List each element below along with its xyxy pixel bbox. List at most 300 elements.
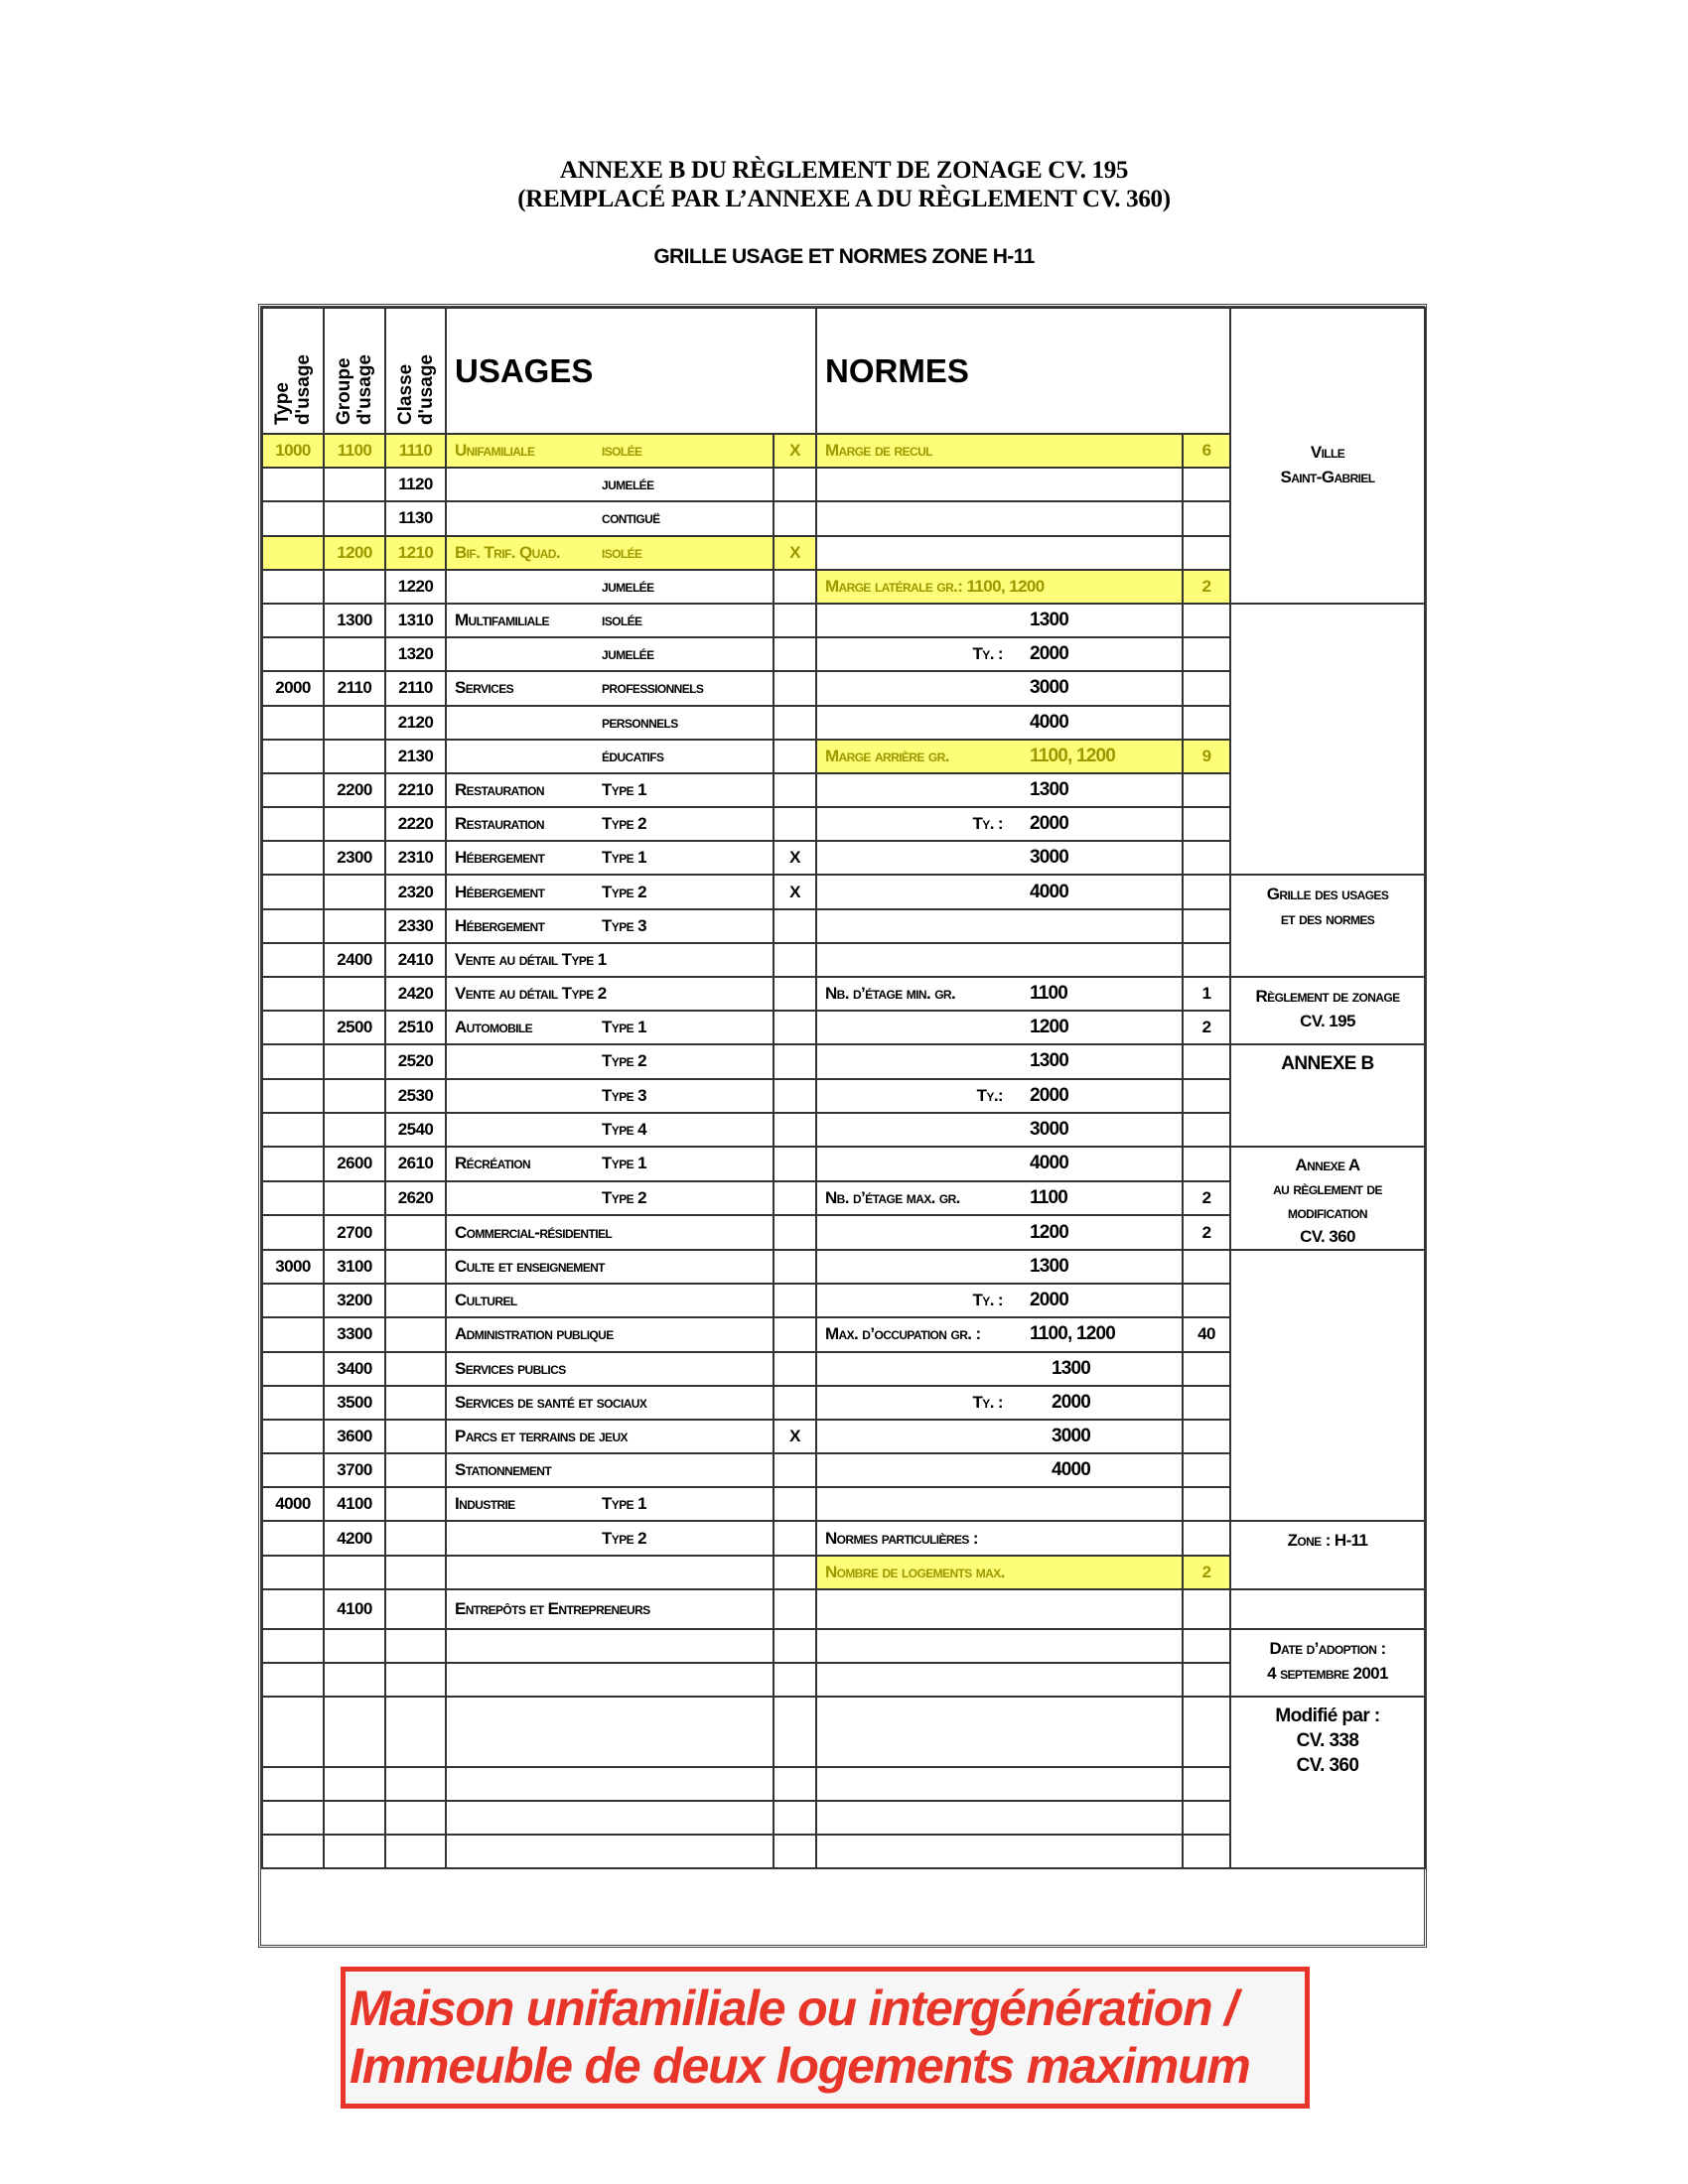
classe-cell bbox=[385, 1521, 446, 1555]
classe-cell bbox=[385, 1697, 446, 1766]
norme-ty: Ty. : bbox=[972, 644, 1003, 664]
permitted-mark bbox=[774, 1147, 816, 1181]
type-cell bbox=[262, 706, 324, 740]
side-grille bbox=[1230, 875, 1425, 977]
groupe-cell bbox=[324, 1556, 385, 1589]
usage-label: Restauration bbox=[455, 779, 544, 799]
usage-cell bbox=[446, 1521, 774, 1555]
usage-detail: Type 2 bbox=[602, 814, 646, 834]
norme-cell bbox=[816, 1317, 1183, 1351]
usage-cell bbox=[446, 1011, 774, 1044]
norme-cell bbox=[816, 841, 1183, 875]
usage-cell bbox=[446, 1352, 774, 1386]
usage-cell bbox=[446, 1284, 774, 1317]
norme-value: 9 bbox=[1183, 740, 1230, 773]
usage-label: Stationnement bbox=[455, 1460, 552, 1480]
type-cell bbox=[262, 977, 324, 1011]
norme-ty: Ty.: bbox=[976, 1085, 1003, 1105]
classe-cell bbox=[385, 1835, 446, 1868]
usage-cell bbox=[446, 1044, 774, 1078]
usage-cell bbox=[446, 604, 774, 637]
side-annexe-b bbox=[1230, 1044, 1425, 1147]
classe-cell: 2420 bbox=[385, 977, 446, 1011]
permitted-mark bbox=[774, 1044, 816, 1078]
groupe-cell bbox=[324, 1181, 385, 1216]
usage-cell bbox=[446, 1113, 774, 1147]
norme-cell bbox=[816, 1767, 1183, 1801]
usage-label: Bif. Trif. Quad. bbox=[455, 542, 560, 562]
norme-value bbox=[1183, 1250, 1230, 1284]
col-header-classe bbox=[385, 308, 446, 434]
side-blank bbox=[1230, 1589, 1425, 1629]
norme-value bbox=[1183, 637, 1230, 671]
usage-cell bbox=[446, 1589, 774, 1629]
side-annexe-b-line1: ANNEXE B bbox=[1281, 1053, 1374, 1075]
usage-detail: Type 2 bbox=[602, 882, 646, 901]
groupe-cell bbox=[324, 1663, 385, 1697]
col-header-normes: NORMES bbox=[816, 308, 1230, 434]
col-header-classe-line1: Classe bbox=[394, 363, 416, 425]
usage-cell bbox=[446, 434, 774, 468]
norme-value bbox=[1183, 1487, 1230, 1521]
permitted-mark bbox=[774, 1113, 816, 1147]
usage-cell bbox=[446, 468, 774, 501]
groupe-cell: 3500 bbox=[324, 1386, 385, 1420]
classe-cell bbox=[385, 1250, 446, 1284]
classe-cell: 1320 bbox=[385, 637, 446, 671]
permitted-mark bbox=[774, 1629, 816, 1663]
type-cell bbox=[262, 1215, 324, 1250]
usage-label: Unifamiliale bbox=[455, 441, 535, 461]
norme-value bbox=[1183, 1079, 1230, 1113]
type-cell bbox=[262, 468, 324, 501]
norme-group-value: 3000 bbox=[1030, 1118, 1069, 1140]
usage-cell bbox=[446, 841, 774, 875]
norme-group-value: 1300 bbox=[1030, 610, 1069, 631]
usage-cell bbox=[446, 1250, 774, 1284]
usage-detail: éducatifs bbox=[602, 746, 664, 765]
norme-label: Max. d’occupation gr. : bbox=[825, 1324, 981, 1344]
usage-cell bbox=[446, 1629, 774, 1663]
usage-label: Services publics bbox=[455, 1358, 566, 1378]
usage-detail: Type 3 bbox=[602, 915, 646, 935]
norme-value: 2 bbox=[1183, 1011, 1230, 1044]
norme-cell bbox=[816, 468, 1183, 501]
usage-cell bbox=[446, 570, 774, 604]
classe-cell: 1210 bbox=[385, 536, 446, 570]
permitted-mark bbox=[774, 637, 816, 671]
usage-label: Culturel bbox=[455, 1291, 517, 1310]
usage-label: Commercial-résidentiel bbox=[455, 1222, 613, 1242]
groupe-cell bbox=[324, 1697, 385, 1766]
type-cell bbox=[262, 740, 324, 773]
norme-value bbox=[1183, 1284, 1230, 1317]
classe-cell bbox=[385, 1352, 446, 1386]
groupe-cell bbox=[324, 1767, 385, 1801]
norme-cell bbox=[816, 807, 1183, 841]
classe-cell bbox=[385, 1420, 446, 1453]
groupe-cell bbox=[324, 1079, 385, 1113]
groupe-cell bbox=[324, 570, 385, 604]
usage-cell bbox=[446, 875, 774, 908]
classe-cell: 2210 bbox=[385, 773, 446, 807]
permitted-mark bbox=[774, 1386, 816, 1420]
norme-value bbox=[1183, 671, 1230, 705]
classe-cell: 2520 bbox=[385, 1044, 446, 1078]
side-annexe-a-line4: CV. 360 bbox=[1300, 1226, 1355, 1246]
groupe-cell bbox=[324, 1113, 385, 1147]
norme-group-value: 4000 bbox=[1030, 711, 1069, 733]
norme-value: 2 bbox=[1183, 1181, 1230, 1216]
usage-label: Restauration bbox=[455, 814, 544, 834]
classe-cell: 1310 bbox=[385, 604, 446, 637]
norme-value: 6 bbox=[1183, 434, 1230, 468]
norme-value bbox=[1183, 943, 1230, 977]
col-header-classe-line2: d'usage bbox=[415, 353, 437, 425]
norme-cell bbox=[816, 1697, 1183, 1766]
permitted-mark bbox=[774, 1835, 816, 1868]
groupe-cell: 3600 bbox=[324, 1420, 385, 1453]
classe-cell bbox=[385, 1487, 446, 1521]
type-cell bbox=[262, 604, 324, 637]
norme-cell bbox=[816, 1453, 1183, 1487]
permitted-mark bbox=[774, 1250, 816, 1284]
norme-value bbox=[1183, 1386, 1230, 1420]
norme-value bbox=[1183, 1352, 1230, 1386]
usage-label: Automobile bbox=[455, 1018, 533, 1037]
norme-value: 1 bbox=[1183, 977, 1230, 1011]
type-cell bbox=[262, 536, 324, 570]
type-cell bbox=[262, 773, 324, 807]
side-blank bbox=[1230, 604, 1425, 876]
col-header-groupe-line1: Groupe bbox=[334, 357, 354, 425]
classe-cell bbox=[385, 1663, 446, 1697]
grid-row bbox=[262, 1521, 1425, 1555]
norme-cell bbox=[816, 1420, 1183, 1453]
usage-detail: jumelée bbox=[602, 644, 654, 664]
norme-group-value: 1300 bbox=[1052, 1357, 1091, 1379]
type-cell bbox=[262, 637, 324, 671]
norme-value: 2 bbox=[1183, 1556, 1230, 1589]
usage-cell bbox=[446, 1487, 774, 1521]
norme-cell bbox=[816, 637, 1183, 671]
norme-cell bbox=[816, 909, 1183, 943]
groupe-cell bbox=[324, 1629, 385, 1663]
norme-cell bbox=[816, 570, 1183, 604]
side-annexe-a-line1: Annexe A bbox=[1295, 1155, 1360, 1174]
usage-detail: isolée bbox=[602, 611, 642, 630]
groupe-cell: 2500 bbox=[324, 1011, 385, 1044]
annotation-line-1: Maison unifamiliale ou intergénération / bbox=[350, 1980, 1237, 2036]
type-cell bbox=[262, 1629, 324, 1663]
permitted-mark bbox=[774, 1352, 816, 1386]
permitted-mark bbox=[774, 807, 816, 841]
norme-value bbox=[1183, 604, 1230, 637]
norme-value: 40 bbox=[1183, 1317, 1230, 1351]
groupe-cell bbox=[324, 706, 385, 740]
classe-cell bbox=[385, 1556, 446, 1589]
side-ville-line2: Saint-Gabriel bbox=[1280, 468, 1375, 486]
type-cell bbox=[262, 875, 324, 908]
norme-ty: Ty. : bbox=[972, 1392, 1003, 1412]
norme-group-value: 1300 bbox=[1030, 1256, 1069, 1278]
groupe-cell: 3400 bbox=[324, 1352, 385, 1386]
usage-cell bbox=[446, 1079, 774, 1113]
title-line-1: ANNEXE B DU RÈGLEMENT DE ZONAGE CV. 195 bbox=[559, 157, 1129, 184]
header-row bbox=[262, 308, 1425, 434]
norme-cell bbox=[816, 1284, 1183, 1317]
norme-value bbox=[1183, 773, 1230, 807]
norme-value: 2 bbox=[1183, 1215, 1230, 1250]
classe-cell bbox=[385, 1284, 446, 1317]
annotation-line-2: Immeuble de deux logements maximum bbox=[350, 2038, 1250, 2094]
norme-label: Nombre de logements max. bbox=[825, 1562, 1005, 1581]
norme-label: Nb. d’étage min. gr. bbox=[825, 984, 956, 1004]
permitted-mark: X bbox=[774, 434, 816, 468]
classe-cell: 2620 bbox=[385, 1181, 446, 1216]
permitted-mark bbox=[774, 501, 816, 535]
usage-cell bbox=[446, 740, 774, 773]
norme-cell bbox=[816, 1011, 1183, 1044]
usage-detail: Type 3 bbox=[602, 1085, 646, 1105]
groupe-cell bbox=[324, 501, 385, 535]
groupe-cell: 3700 bbox=[324, 1453, 385, 1487]
norme-cell bbox=[816, 604, 1183, 637]
norme-group-value: 2000 bbox=[1030, 1290, 1069, 1311]
permitted-mark bbox=[774, 1521, 816, 1555]
usage-label: Services bbox=[455, 678, 514, 698]
norme-group-value: 3000 bbox=[1052, 1425, 1091, 1446]
norme-value bbox=[1183, 536, 1230, 570]
norme-group-value: 1100, 1200 bbox=[1030, 1323, 1116, 1345]
norme-cell bbox=[816, 740, 1183, 773]
title-line-2: (REMPLACÉ PAR L’ANNEXE A DU RÈGLEMENT CV. 360) bbox=[517, 186, 1171, 212]
groupe-cell bbox=[324, 909, 385, 943]
usage-norms-grid bbox=[258, 304, 1427, 1948]
norme-cell bbox=[816, 1113, 1183, 1147]
permitted-mark: X bbox=[774, 1420, 816, 1453]
groupe-cell: 4200 bbox=[324, 1521, 385, 1555]
side-reglement bbox=[1230, 977, 1425, 1044]
groupe-cell: 3200 bbox=[324, 1284, 385, 1317]
usage-cell bbox=[446, 637, 774, 671]
type-cell bbox=[262, 1352, 324, 1386]
usage-detail: isolée bbox=[602, 441, 642, 461]
usage-detail: jumelée bbox=[602, 475, 654, 494]
groupe-cell bbox=[324, 875, 385, 908]
usage-cell bbox=[446, 1317, 774, 1351]
side-zone-line1: Zone : H-11 bbox=[1287, 1531, 1368, 1551]
side-blank bbox=[1230, 1250, 1425, 1522]
type-cell bbox=[262, 1079, 324, 1113]
col-header-type-line1: Type bbox=[272, 382, 293, 425]
groupe-cell bbox=[324, 740, 385, 773]
groupe-cell bbox=[324, 977, 385, 1011]
permitted-mark bbox=[774, 1663, 816, 1697]
norme-value bbox=[1183, 1663, 1230, 1697]
type-cell: 3000 bbox=[262, 1250, 324, 1284]
classe-cell bbox=[385, 1589, 446, 1629]
usage-label: Multifamiliale bbox=[455, 611, 549, 630]
usage-detail: jumelée bbox=[602, 576, 654, 596]
norme-cell bbox=[816, 1521, 1183, 1555]
classe-cell: 2310 bbox=[385, 841, 446, 875]
classe-cell: 2330 bbox=[385, 909, 446, 943]
permitted-mark bbox=[774, 943, 816, 977]
norme-group-value: 1100 bbox=[1030, 1186, 1068, 1208]
usage-label: Administration publique bbox=[455, 1324, 614, 1344]
side-ville bbox=[1230, 308, 1425, 604]
norme-value bbox=[1183, 1835, 1230, 1868]
usage-cell bbox=[446, 671, 774, 705]
type-cell bbox=[262, 1521, 324, 1555]
norme-cell bbox=[816, 434, 1183, 468]
groupe-cell: 3100 bbox=[324, 1250, 385, 1284]
grid-subtitle: GRILLE USAGE ET NORMES ZONE H-11 bbox=[653, 245, 1035, 268]
norme-value bbox=[1183, 1767, 1230, 1801]
norme-label: Marge arrière gr. bbox=[825, 746, 949, 765]
side-modifie-line2: CV. 338 bbox=[1296, 1730, 1359, 1752]
permitted-mark: X bbox=[774, 875, 816, 908]
usage-cell bbox=[446, 773, 774, 807]
groupe-cell bbox=[324, 468, 385, 501]
usage-detail: professionnels bbox=[602, 678, 704, 698]
usage-cell bbox=[446, 943, 774, 977]
permitted-mark bbox=[774, 1556, 816, 1589]
groupe-cell: 3300 bbox=[324, 1317, 385, 1351]
usage-cell bbox=[446, 1663, 774, 1697]
norme-value bbox=[1183, 1453, 1230, 1487]
usage-cell bbox=[446, 1801, 774, 1835]
usage-cell bbox=[446, 1767, 774, 1801]
norme-value bbox=[1183, 807, 1230, 841]
side-grille-line1: Grille des usages bbox=[1266, 885, 1389, 904]
side-reglement-line2: CV. 195 bbox=[1300, 1012, 1355, 1030]
type-cell bbox=[262, 1801, 324, 1835]
permitted-mark bbox=[774, 1487, 816, 1521]
classe-cell: 2220 bbox=[385, 807, 446, 841]
usage-cell bbox=[446, 807, 774, 841]
side-annexe-a bbox=[1230, 1147, 1425, 1250]
type-cell bbox=[262, 1181, 324, 1216]
type-cell bbox=[262, 1697, 324, 1766]
norme-cell bbox=[816, 773, 1183, 807]
norme-ty: Ty. : bbox=[972, 814, 1003, 834]
usage-detail: Type 4 bbox=[602, 1119, 646, 1139]
grid-row-empty bbox=[262, 1697, 1425, 1766]
groupe-cell: 1100 bbox=[324, 434, 385, 468]
usage-label: Hébergement bbox=[455, 848, 545, 868]
usage-cell bbox=[446, 706, 774, 740]
annotation-box bbox=[341, 1967, 1310, 2109]
usage-detail: Type 1 bbox=[602, 1018, 646, 1037]
classe-cell bbox=[385, 1629, 446, 1663]
side-modifie-line3: CV. 360 bbox=[1296, 1755, 1359, 1777]
permitted-mark bbox=[774, 706, 816, 740]
type-cell bbox=[262, 501, 324, 535]
groupe-cell: 1200 bbox=[324, 536, 385, 570]
side-annexe-a-line3: modification bbox=[1288, 1202, 1367, 1222]
col-header-usages: USAGES bbox=[446, 308, 816, 434]
groupe-cell: 1300 bbox=[324, 604, 385, 637]
classe-cell: 2130 bbox=[385, 740, 446, 773]
usage-detail: isolée bbox=[602, 542, 642, 562]
norme-value bbox=[1183, 1697, 1230, 1766]
norme-group-value: 1100, 1200 bbox=[1030, 745, 1116, 766]
usage-cell bbox=[446, 909, 774, 943]
classe-cell: 2510 bbox=[385, 1011, 446, 1044]
norme-value bbox=[1183, 875, 1230, 908]
norme-group-value: 2000 bbox=[1052, 1391, 1091, 1413]
side-date-line1: Date d’adoption : bbox=[1269, 1639, 1386, 1658]
classe-cell: 2530 bbox=[385, 1079, 446, 1113]
type-cell bbox=[262, 807, 324, 841]
type-cell bbox=[262, 1589, 324, 1629]
norme-cell bbox=[816, 943, 1183, 977]
usage-cell bbox=[446, 1835, 774, 1868]
usage-cell bbox=[446, 1697, 774, 1766]
classe-cell bbox=[385, 1317, 446, 1351]
norme-group-value: 1200 bbox=[1030, 1017, 1069, 1038]
permitted-mark bbox=[774, 570, 816, 604]
norme-cell bbox=[816, 1487, 1183, 1521]
norme-group-value: 1100 bbox=[1030, 983, 1068, 1005]
permitted-mark bbox=[774, 1801, 816, 1835]
norme-cell bbox=[816, 1589, 1183, 1629]
side-modifie-line1: Modifié par : bbox=[1275, 1706, 1380, 1727]
side-grille-line2: et des normes bbox=[1280, 909, 1375, 929]
type-cell: 1000 bbox=[262, 434, 324, 468]
usage-cell bbox=[446, 501, 774, 535]
type-cell bbox=[262, 909, 324, 943]
classe-cell: 2610 bbox=[385, 1147, 446, 1181]
usage-cell bbox=[446, 1386, 774, 1420]
type-cell bbox=[262, 1147, 324, 1181]
norme-value bbox=[1183, 501, 1230, 535]
norme-value bbox=[1183, 1113, 1230, 1147]
usage-detail: Type 2 bbox=[602, 1051, 646, 1071]
side-reglement-line1: Règlement de zonage bbox=[1255, 987, 1400, 1006]
usage-cell bbox=[446, 1420, 774, 1453]
groupe-cell: 2700 bbox=[324, 1215, 385, 1250]
type-cell bbox=[262, 1317, 324, 1351]
norme-cell bbox=[816, 1250, 1183, 1284]
permitted-mark: X bbox=[774, 841, 816, 875]
classe-cell: 1220 bbox=[385, 570, 446, 604]
side-zone bbox=[1230, 1521, 1425, 1588]
grid-row-empty bbox=[262, 1629, 1425, 1663]
permitted-mark bbox=[774, 468, 816, 501]
permitted-mark bbox=[774, 1181, 816, 1216]
usage-cell bbox=[446, 1453, 774, 1487]
norme-value bbox=[1183, 468, 1230, 501]
permitted-mark bbox=[774, 1453, 816, 1487]
usage-label: Culte et enseignement bbox=[455, 1257, 605, 1277]
type-cell bbox=[262, 1386, 324, 1420]
type-cell: 2000 bbox=[262, 671, 324, 705]
classe-cell: 2110 bbox=[385, 671, 446, 705]
norme-value bbox=[1183, 1521, 1230, 1555]
norme-group-value: 1200 bbox=[1030, 1221, 1069, 1243]
norme-group-value: 1300 bbox=[1030, 1050, 1069, 1072]
groupe-cell: 2600 bbox=[324, 1147, 385, 1181]
norme-value bbox=[1183, 706, 1230, 740]
usage-cell bbox=[446, 1181, 774, 1216]
usage-detail: personnels bbox=[602, 712, 678, 732]
type-cell bbox=[262, 1835, 324, 1868]
norme-label: Normes particulières : bbox=[825, 1528, 978, 1548]
usage-label: Parcs et terrains de jeux bbox=[455, 1426, 628, 1445]
